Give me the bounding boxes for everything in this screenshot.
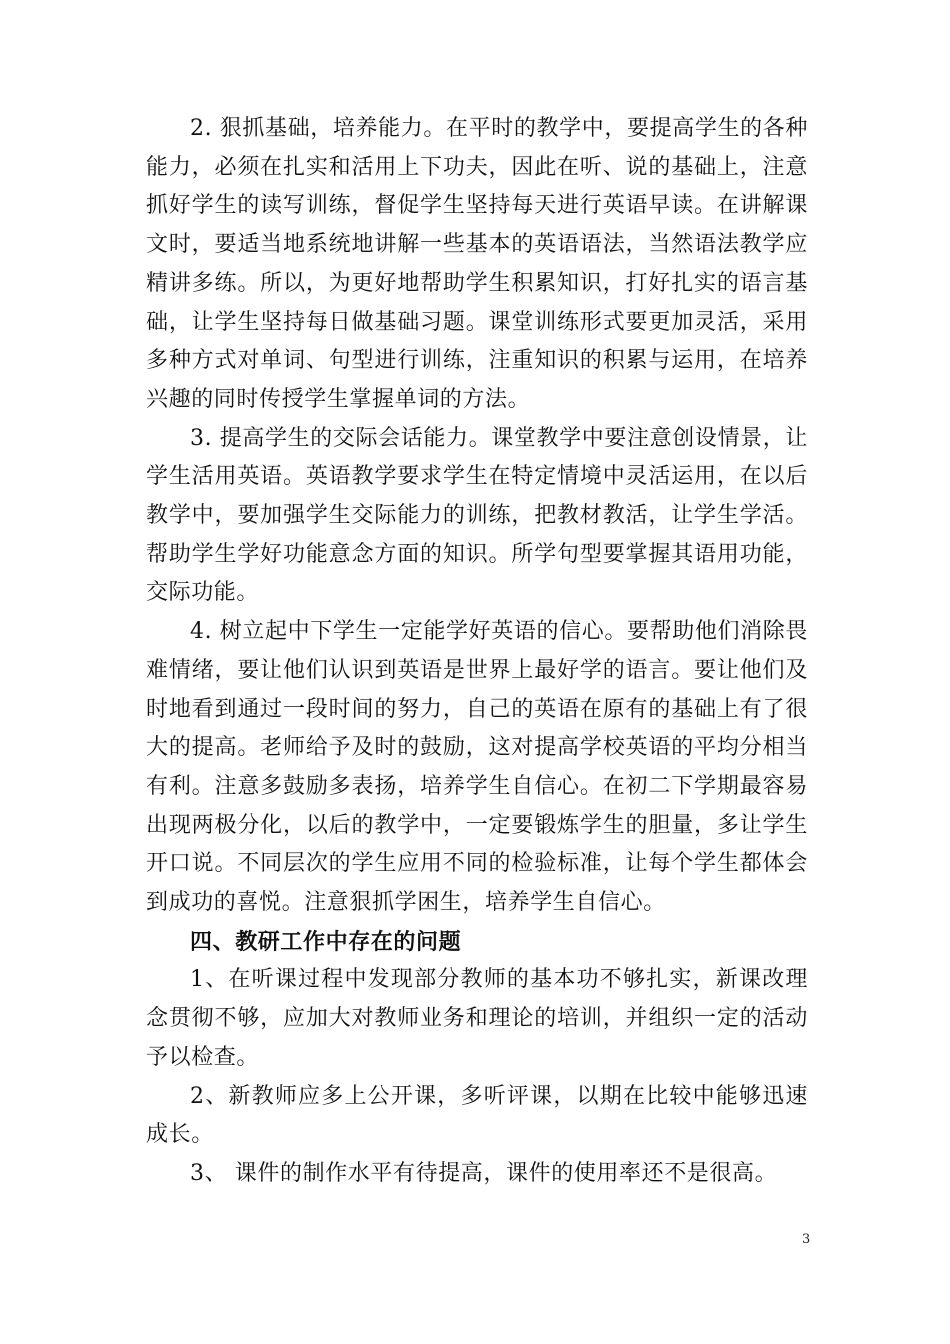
paragraph-communication: 3. 提高学生的交际会话能力。课堂教学中要注意创设情景，让学生活用英语。英语教学要求学生在特定情境中灵活运用，在以后教学中，要加强学生交际能力的训练，把教材教活，让学生学活。帮助学生学好功能意念方面的知识。所学句型要掌握其语用功能，交际功能。 <box>146 425 808 606</box>
issue-item-1: 1、在听课过程中发现部分教师的基本功不够扎实，新课改理念贯彻不够，应加大对教师业务和理论的培训，并组织一定的活动予以检查。 <box>146 967 808 1070</box>
page-number: 3 <box>802 1232 811 1247</box>
issue-item-2: 2、新教师应多上公开课，多听评课，以期在比较中能够迅速成长。 <box>146 1083 808 1148</box>
document-body <box>146 110 808 1194</box>
issue-item-3: 3、 课件的制作水平有待提高，课件的使用率还不是很高。 <box>190 1160 778 1186</box>
section-heading: 四、教研工作中存在的问题 <box>190 928 462 955</box>
paragraph-confidence: 4. 树立起中下学生一定能学好英语的信心。要帮助他们消除畏难情绪，要让他们认识到英语是世界上最好学的语言。要让他们及时地看到通过一段时间的努力，自己的英语在原有的基础上有了很大的提高。老师给予及时的鼓励，这对提高学校英语的平均分相当有利。注意多鼓励多表扬，培养学生自信心。在初二下学期最容易出现两极分化，以后的教学中，一定要锻炼学生的胆量，多让学生开口说。不同层次的学生应用不同的检验标准，让每个学生都体会到成功的喜悦。注意狠抓学困生，培养学生自信心。 <box>146 619 808 916</box>
paragraph-basics: 2. 狠抓基础，培养能力。在平时的教学中，要提高学生的各种能力，必须在扎实和活用上下功夫，因此在听、说的基础上，注意抓好学生的读写训练，督促学生坚持每天进行英语早读。在讲解课文时，要适当地系统地讲解一些基本的英语语法，当然语法教学应精讲多练。所以，为更好地帮助学生积累知识，打好扎实的语言基础，让学生坚持每日做基础习题。课堂训练形式要更加灵活，采用多种方式对单词、句型进行训练，注重知识的积累与运用，在培养兴趣的同时传授学生掌握单词的方法。 <box>146 116 808 412</box>
